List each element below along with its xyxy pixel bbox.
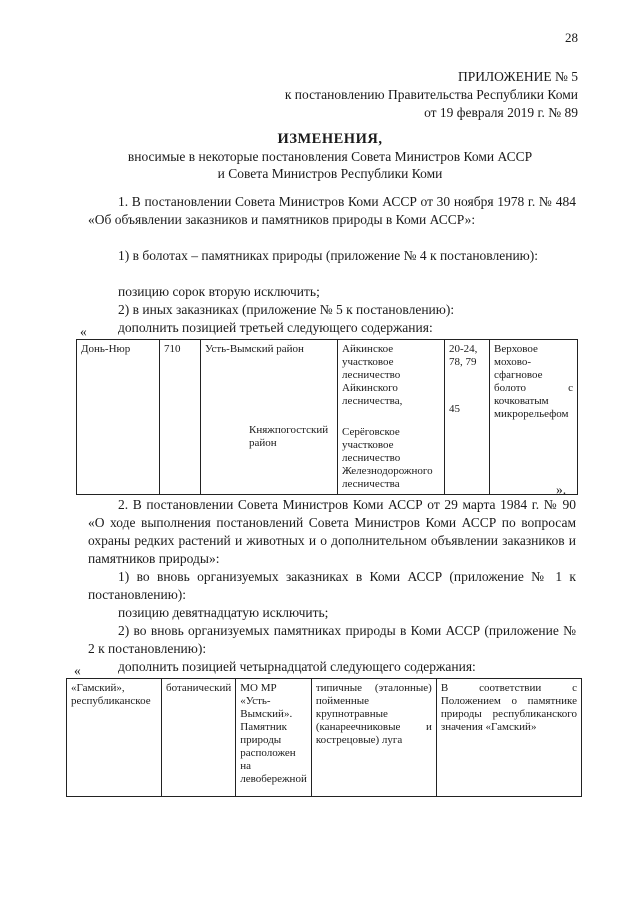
table-row [67, 679, 582, 797]
section2-item2: 2) во вновь организуемых памятниках природы в Коми АССР (приложение № 2 к постановлению): [88, 623, 576, 656]
section1-close-quote: ». [556, 482, 567, 497]
reserve-forestries [338, 340, 445, 495]
monument-name: «Гамский», республиканское [67, 679, 162, 797]
reserve-description: Верховое мохово-сфагновое болото с кочковатым микрорельефом [490, 340, 578, 495]
reserve-number: 710 [160, 340, 201, 495]
title-heading: ИЗМЕНЕНИЯ, [277, 131, 383, 147]
section1-item1-action: позицию сорок вторую исключить; [118, 284, 320, 299]
table-row [77, 340, 578, 495]
forestry-2: Серёговское участковое лесничество Железнодорожного лесничества [342, 426, 433, 490]
section1-open-quote: « [80, 324, 87, 339]
section1-intro: 1. В постановлении Совета Министров Коми АССР от 30 ноября 1978 г. № 484 «Об объявлении заказников и памятников природы в Коми АССР»: [88, 194, 576, 227]
reserve-name: Донь-Нюр [77, 340, 160, 495]
appendix-header [218, 68, 578, 122]
monument-location: МО МР «Усть-Вымский». Памятник природы расположен на левобережной [236, 679, 312, 797]
district-1: Усть-Вымский район [205, 343, 304, 355]
forestry-1: Айкинское участковое лесничество Айкинского лесничества, [342, 343, 403, 407]
section2-item2-action: дополнить позицией четырнадцатой следующего содержания: [118, 659, 476, 674]
monument-table [66, 678, 582, 797]
section2-item1: 1) во вновь организуемых заказниках в Коми АССР (приложение № 1 к постановлению): [88, 569, 576, 602]
section2-open-quote: « [74, 663, 81, 678]
title-subtitle-2: и Совета Министров Республики Коми [217, 166, 443, 181]
section2-item1-action: позицию девятнадцатую исключить; [118, 605, 329, 620]
reserve-table [76, 339, 578, 495]
appendix-reference: к постановлению Правительства Республики Коми [284, 87, 578, 102]
title-subtitle-1: вносимые в некоторые постановления Совета Министров Коми АССР [127, 149, 533, 164]
monument-regulation: В соответствии с Положением о памятнике природы республиканского значения «Гамский» [436, 679, 581, 797]
district-2: Княжпогостский район [249, 424, 329, 449]
section1-item1: 1) в болотах – памятниках природы (приложение № 4 к постановлению): [118, 248, 538, 263]
page-number: 28 [565, 30, 578, 45]
appendix-title: ПРИЛОЖЕНИЕ № 5 [457, 69, 578, 84]
section1-item2: 2) в иных заказниках (приложение № 5 к постановлению): [118, 302, 455, 317]
monument-description: типичные (эталонные) пойменные крупнотравные (канареечниковые и кострецовые) луга [311, 679, 436, 797]
document-title [90, 131, 570, 182]
reserve-quarters [445, 340, 490, 495]
section1-item2-action: дополнить позицией третьей следующего содержания: [118, 320, 433, 335]
section2-intro: 2. В постановлении Совета Министров Коми АССР от 29 марта 1984 г. № 90 «О ходе выполнения постановлений Совета Министров Коми АССР по вопросам охраны редких растений и животных и о дополнительном объявлении заказников и памятников природы»: [88, 497, 576, 566]
appendix-date: от 19 февраля 2019 г. № 89 [424, 105, 578, 120]
reserve-districts [201, 340, 338, 495]
quarters-1: 20-24, 78, 79 [449, 343, 478, 368]
quarters-2: 45 [449, 403, 460, 415]
monument-type: ботанический [162, 679, 236, 797]
